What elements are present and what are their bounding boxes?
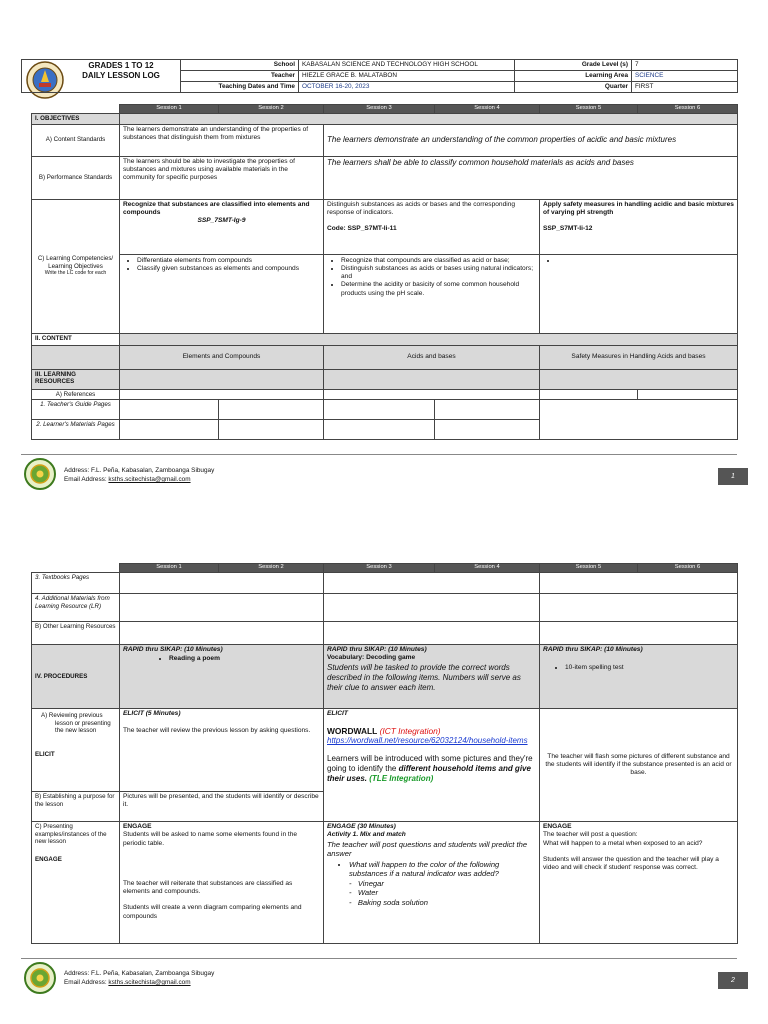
procedures-s12-head: RAPID thru SIKAP: (10 Minutes) [123,646,223,653]
performance-standards-s12: The learners should be able to investigate the properties of substances and mixtures using available materials in the community for specific purposes [120,156,324,199]
session-2-header: Session 2 [219,105,324,114]
school-value: KABASALAN SCIENCE AND TECHNOLOGY HIGH SCHOOL [299,60,515,71]
session-2-header: Session 2 [219,564,324,573]
content-s56: Safety Measures in Handling Acids and bases [540,345,738,369]
footer-address: Address: F.L. Peña, Kabasalan, Zamboanga Sibugay [64,467,215,474]
content-standards-s36: The learners demonstrate an understanding of the common properties of acidic and basic mixtures [324,124,738,156]
purpose-label: B) Establishing a purpose for the lesson [32,792,120,822]
engage-s12-head: ENGAGE [123,823,152,830]
engage-s12-p3: Students will create a venn diagram comparing elements and compounds [123,904,302,920]
wordwall-title: WORDWALL [327,726,378,737]
list-item [557,257,734,265]
content-heading: II. CONTENT [32,333,120,345]
references-label: A) References [32,389,120,400]
footer-email-label: Email Address: [64,476,109,483]
session-6-header: Session 6 [638,564,738,573]
list-item: • What will happen to the color of the following substances if a natural indicator was added? [349,860,536,879]
procedures-heading: IV. PROCEDURES [32,645,120,709]
performance-standards-label: B) Performance Standards [32,156,120,199]
competency-s56-title: Apply safety measures in handling acidic and basic mixtures of varying pH strength [543,200,734,216]
list-item: - Water [349,888,378,898]
presenting-label: C) Presenting examples/instances of the new lesson [35,823,107,846]
tle-integration: (TLE Integration) [369,774,434,784]
title-line2: DAILY LESSON LOG [82,71,160,80]
elicit-s34-text [327,754,536,784]
presenting-label-cell [32,822,120,944]
procedures-s12 [120,645,324,709]
list-item: • Recognize that compounds are classified as acid or base; [341,257,536,265]
engage-s56-p3: Students will answer the question and the teacher will play a video and will check if student' response was correct. [543,855,719,872]
list-item: • Differentiate elements from compounds [137,257,320,265]
session-5-header: Session 5 [540,564,638,573]
school-logo [22,961,58,995]
engage-s34-head: ENGAGE (30 Minutes) [327,823,396,830]
purpose-s12: Pictures will be presented, and the students will identify or describe it. [120,792,324,822]
competency-s34-title: Distinguish substances as acids or bases and the corresponding response of indicators. [327,200,516,216]
area-value: SCIENCE [632,71,738,82]
competency-s12-code: SSP_7SMT-Ig-9 [197,217,246,225]
list-item: • Reading a poem [169,655,320,663]
list-item: • Classify given substances as elements and compounds [137,265,320,273]
competency-s12 [120,199,324,254]
list-item: • Determine the acidity or basicity of some common household products using the pH scale. [341,281,536,298]
procedures-s34-sub: Vocabulary: Decoding game [327,654,416,662]
content-s34: Acids and bases [324,345,540,369]
competency-s56-code: SSP_S7MT-Ii-12 [543,225,593,233]
session-5-header: Session 5 [540,105,638,114]
session-4-header: Session 4 [435,564,540,573]
elicit-s34-head: ELICIT [327,710,348,717]
list-item: • 10-item spelling test [565,664,734,672]
engage-s34-text: The teacher will post questions and students will predict the answer [327,839,528,859]
quarter-label: Quarter [515,82,632,93]
title-line1: GRADES 1 TO 12 [88,61,154,70]
lesson-table-page2 [31,563,738,944]
additional-materials-label: 4. Additional Materials from Learning Resource (LR) [32,594,120,622]
quarter-value: FIRST [632,82,738,93]
list-item: • Distinguish substances as acids or bases using natural indicators; and [341,265,536,282]
elicit-s34 [324,709,540,822]
competency-s34-code: Code: SSP_S7MT-Ii-11 [327,225,397,233]
competency-s56 [540,199,738,254]
session-6-header: Session 6 [638,105,738,114]
elicit-s12-text: The teacher will review the previous lesson by asking questions. [123,727,311,735]
footer-email-label: Email Address: [64,979,109,986]
footer-address: Address: F.L. Peña, Kabasalan, Zamboanga Sibugay [64,970,215,977]
teacher-label: Teacher [181,71,299,82]
engage-label: ENGAGE [35,855,62,863]
dates-value: OCTOBER 16-20, 2023 [299,82,515,93]
objectives-heading: I. OBJECTIVES [32,114,120,125]
review-label-cell [32,709,120,792]
session-1-header: Session 1 [120,105,219,114]
list-item: - Vinegar [349,878,384,888]
footer-email-link[interactable]: ksths.scitechista@gmail.com [108,979,191,986]
page-number-1: 1 [718,468,748,485]
school-logo-icon [22,457,58,491]
competencies-note: Write the LC code for each [44,270,107,277]
content-standards-label: A) Content Standards [32,124,120,156]
wordwall-link[interactable]: https://wordwall.net/resource/62032124/household-items [327,736,528,746]
elicit-s34-text-b: different household items and give their uses. [327,764,531,784]
elicit-s12 [120,709,324,792]
teacher-value: HIEZLE GRACE B. MALATABON [299,71,515,82]
procedures-s34 [324,645,540,709]
textbooks-label: 3. Textbooks Pages [32,573,120,594]
ict-integration: (ICT Integration) [379,726,441,737]
footer-rule [21,454,737,455]
footer-rule [21,958,737,959]
grade-value: 7 [632,60,738,71]
competency-s12-title: Recognize that substances are classified into elements and compounds [123,200,310,216]
elicit-s12-head: ELICIT (5 Minutes) [123,710,181,717]
competency-s34 [324,199,540,254]
engage-s12 [120,822,324,944]
competencies-label: C) Learning Competencies/ Learning Objectives [37,255,114,270]
engage-s56-head: ENGAGE [543,823,572,830]
content-s12: Elements and Compounds [120,345,324,369]
page-number-2: 2 [718,972,748,989]
session-3-header: Session 3 [324,564,435,573]
objectives-s34 [324,254,540,333]
engage-s12-p2: The teacher will reiterate that substances are classified as elements and compounds. [123,879,293,896]
procedures-s34-head: RAPID thru SIKAP: (10 Minutes) [327,646,427,653]
dates-label: Teaching Dates and Time [181,82,299,93]
school-logo [22,457,58,491]
footer-email-link[interactable]: ksths.scitechista@gmail.com [108,476,191,483]
content-standards-s12: The learners demonstrate an understanding of the properties of substances that distinguish them from mixtures [120,124,324,156]
school-label: School [181,60,299,71]
procedures-s56 [540,645,738,709]
engage-s56-p1: The teacher will post a question: [543,831,638,839]
engage-s12-p1: Students will be asked to name some elements found in the periodic table. [123,831,298,847]
procedures-s34-text: Students will be tasked to provide the correct words described in the following items. Numbers will serve as their clue to answer each item. [327,662,521,692]
elicit-s56: The teacher will flash some pictures of different substance and the students will identify if the substance presented is an acid or base. [540,709,738,822]
other-resources-label: B) Other Learning Resources [32,622,120,645]
grade-label: Grade Level (s) [515,60,632,71]
elicit-label: ELICIT [35,750,55,758]
list-item: - Baking soda solution [349,897,428,907]
procedures-s56-head: RAPID thru SIKAP: (10 Minutes) [543,646,643,653]
objectives-s56 [540,254,738,333]
review-label: A) Reviewing previous lesson or presenting the new lesson [41,712,111,735]
area-label: Learning Area [515,71,632,82]
objectives-s12 [120,254,324,333]
lesson-table-page1 [31,104,738,440]
learners-materials-label: 2. Learner's Materials Pages [32,420,120,440]
engage-s34 [324,822,540,944]
footer-email-line [64,979,191,987]
header-table [21,59,738,93]
session-3-header: Session 3 [324,105,435,114]
resources-heading: III. LEARNING RESOURCES [32,369,120,389]
competencies-label-cell [32,199,120,333]
engage-s56-p2: What will happen to a metal when exposed to an acid? [543,839,703,847]
engage-s56 [540,822,738,944]
session-4-header: Session 4 [435,105,540,114]
performance-standards-s36: The learners shall be able to classify common household materials as acids and bases [324,156,738,199]
teachers-guide-label: 1. Teacher's Guide Pages [32,400,120,420]
elicit-s34-text-a: Learners will be introduced with some pictures and they're going to identify the [327,754,533,774]
session-1-header: Session 1 [120,564,219,573]
engage-s34-activity: Activity 1. Mix and match [327,831,406,839]
footer-email-line [64,476,191,484]
school-logo-icon [22,961,58,995]
